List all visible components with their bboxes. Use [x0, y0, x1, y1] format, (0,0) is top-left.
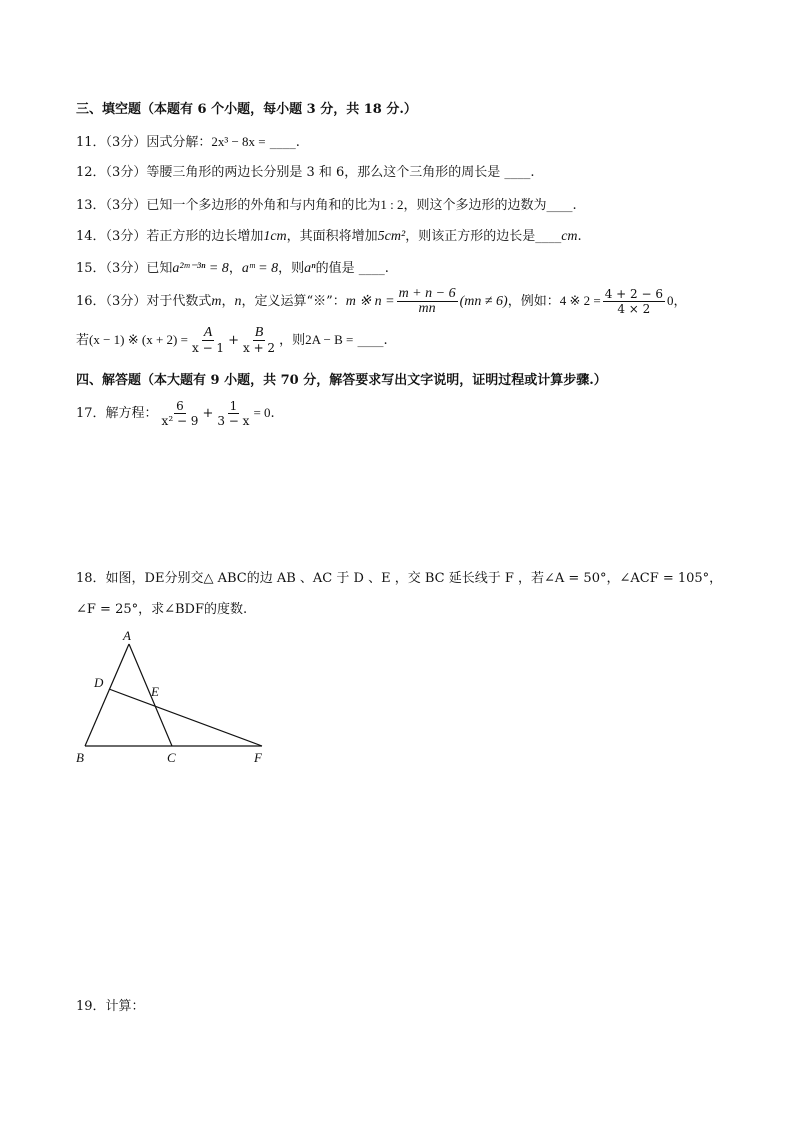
q16-var-m: m	[211, 294, 222, 309]
q16-example-rhs: 0	[666, 293, 674, 308]
q15-suffix: .	[384, 261, 389, 276]
q16-var-n: n	[234, 294, 242, 309]
q13-middle: ，则这个多边形的边数为	[403, 198, 547, 213]
q15-middle: ，则	[278, 261, 305, 276]
question-15	[76, 260, 389, 278]
segment-AB	[85, 644, 129, 746]
q13-suffix: .	[572, 198, 577, 213]
q17-fraction-1-denominator: x² − 9	[161, 414, 199, 428]
q17-prefix: 17．解方程：	[76, 406, 158, 421]
label-B: B	[76, 750, 84, 765]
q17-fraction-1	[160, 399, 201, 428]
q16-def-denominator: mn	[418, 301, 436, 316]
question-13	[76, 196, 577, 215]
q16-plus: +	[228, 333, 239, 348]
q15-blank[interactable]: ____	[358, 261, 385, 276]
q15-expr-3: aⁿ	[304, 261, 316, 276]
q14-area: 5cm²	[377, 229, 406, 244]
q16-example-denominator: 4 × 2	[617, 302, 651, 316]
q16-line2-lhs: (x − 1) ※ (x + 2) =	[89, 332, 188, 347]
q16-fraction-a	[190, 326, 226, 355]
segment-DF	[109, 689, 262, 746]
q14-unit: cm	[561, 229, 578, 244]
q16-mid: ，定义运算“※”：	[241, 294, 346, 309]
question-11	[76, 133, 300, 152]
q13-blank[interactable]: ____	[546, 198, 573, 213]
q16-fraction-a-denominator: x − 1	[191, 341, 225, 355]
q16-example-lhs: 4 ※ 2 =	[559, 293, 601, 308]
q16-comma: ，	[221, 294, 235, 309]
q16-prefix: 16．（3分）对于代数式	[76, 294, 212, 309]
q16-example-label: ，例如：	[507, 294, 560, 309]
q14-blank[interactable]: ____	[535, 229, 562, 244]
label-D: D	[94, 675, 104, 690]
question-17	[76, 399, 275, 428]
question-14	[76, 228, 582, 246]
q12-text: 12．（3分）等腰三角形的两边长分别是 3 和 6，那么这个三角形的周长是	[76, 165, 501, 180]
q16-suffix: .	[383, 333, 388, 348]
q16-line2-mid: ，则	[279, 333, 306, 348]
q14-suffix: .	[577, 229, 582, 244]
section-4-title: 四、解答题（本大题有 9 小题，共 70 分，解答要求写出文字说明，证明过程或计算步骤.）	[76, 373, 607, 388]
q15-prefix: 15．（3分）已知	[76, 261, 173, 276]
question-16-line-2	[76, 326, 388, 355]
q16-def-fraction	[397, 287, 458, 316]
q16-example-numerator: 4 + 2 − 6	[604, 287, 663, 301]
q16-fraction-a-numerator: A	[203, 325, 213, 340]
question-16-line-1: 16．（3分）对于代数式m，n，定义运算“※”：m ※ n = $\frac{m + n - 6}{mn}$ (mn ≠ 6)，例如：4 ※ 2 = $\frac{4 + 2 - 6}{4 \times 2}$ 0，	[76, 286, 687, 316]
q17-suffix: .	[270, 406, 275, 421]
question-18-line-1: 18．如图，DE分别交△ ABC的边 AB 、AC 于 D 、E ，交 BC 延长线于 F ，若∠A = 50°，∠ACF = 105°，	[76, 571, 723, 586]
label-C: C	[167, 750, 176, 765]
label-A: A	[123, 628, 131, 643]
q16-example-fraction	[603, 287, 665, 316]
q16-def-lhs: m ※ n =	[345, 294, 395, 309]
q16-fraction-b	[241, 326, 277, 355]
question-19: 19．计算：	[76, 999, 145, 1014]
q11-prefix: 11．（3分）因式分解：	[76, 135, 212, 150]
q15-sep: ，	[228, 261, 242, 276]
q14-middle: ，其面积将增加	[286, 229, 378, 244]
q15-middle2: 的值是	[315, 261, 355, 276]
question-12	[76, 164, 535, 182]
triangle-figure	[72, 626, 272, 771]
q15-expr-2: aᵐ = 8	[241, 261, 279, 276]
q17-fraction-1-numerator: 6	[176, 399, 184, 413]
q11-expression: 2x³ − 8x =	[211, 134, 266, 149]
q16-line2-expr: 2A − B =	[305, 332, 354, 347]
q12-blank[interactable]: ____	[504, 165, 531, 180]
q16-def-numerator: m + n − 6	[398, 286, 456, 301]
q13-prefix: 13．（3分）已知一个多边形的外角和与内角和的比为	[76, 198, 381, 213]
q17-fraction-2	[215, 399, 251, 428]
q16-def-condition: (mn ≠ 6)	[459, 294, 508, 309]
q16-fraction-b-denominator: x + 2	[242, 341, 276, 355]
q11-blank[interactable]: ____	[269, 135, 296, 150]
q17-fraction-2-numerator: 1	[229, 399, 238, 413]
q15-expr-1: a²ᵐ⁻³ⁿ = 8	[172, 261, 229, 276]
q14-prefix: 14．（3分）若正方形的边长增加	[76, 229, 264, 244]
q14-increment: 1cm	[263, 229, 287, 244]
q17-rhs: = 0	[253, 405, 271, 420]
q16-fraction-b-numerator: B	[254, 325, 264, 340]
q11-suffix: .	[295, 135, 300, 150]
q16-blank[interactable]: ____	[357, 333, 384, 348]
section-3-title: 三、填空题（本题有 6 个小题，每小题 3 分，共 18 分.）	[76, 102, 417, 117]
q14-middle2: ，则该正方形的边长是	[405, 229, 536, 244]
q17-fraction-2-denominator: 3 − x	[217, 414, 250, 428]
q12-suffix: .	[530, 165, 535, 180]
q17-plus: +	[202, 406, 214, 421]
q13-ratio: 1 : 2	[380, 197, 404, 212]
q16-line2-prefix: 若	[76, 333, 90, 348]
label-E: E	[151, 684, 159, 699]
question-18-line-2: ∠F = 25°，求∠BDF的度数.	[76, 602, 248, 617]
label-F: F	[254, 750, 262, 765]
